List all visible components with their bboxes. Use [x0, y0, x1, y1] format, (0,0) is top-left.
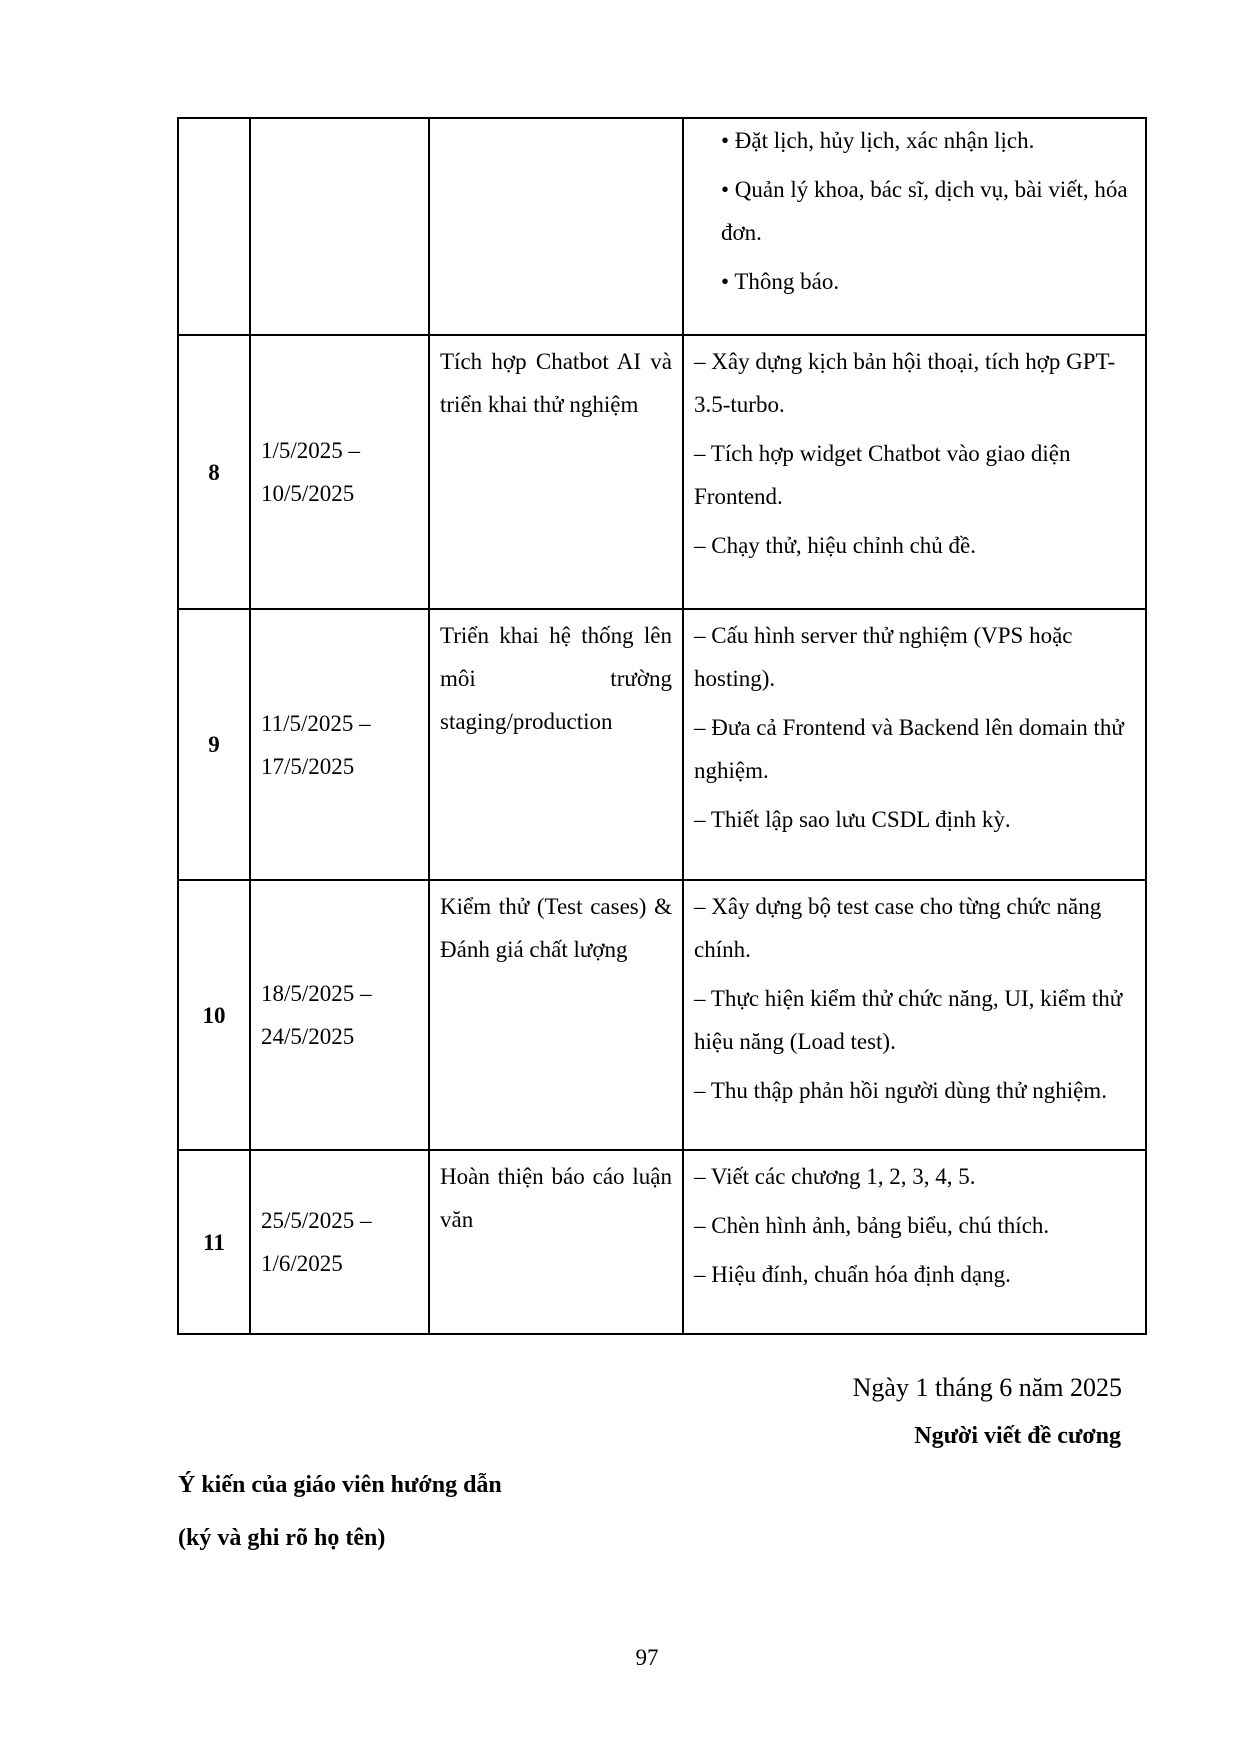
- cell-no: 11: [178, 1150, 250, 1334]
- page-number: 97: [635, 1645, 659, 1670]
- detail-item: – Thiết lập sao lưu CSDL định kỳ.: [694, 807, 1011, 832]
- table-row: [178, 335, 1146, 609]
- advisor-comment-heading: Ý kiến của giáo viên hướng dẫn: [178, 1472, 502, 1498]
- task-text: Hoàn thiện báo cáo luận văn: [440, 1164, 672, 1232]
- date-start: 18/5/2025 –: [261, 981, 372, 1006]
- date-end: 24/5/2025: [261, 1024, 355, 1049]
- detail-item: – Đưa cả Frontend và Backend lên domain thử nghiệm.: [694, 715, 1124, 783]
- signature-role: Người viết đề cương: [914, 1423, 1121, 1449]
- task-text: Kiểm thử (Test cases) & Đánh giá chất lượng: [440, 894, 672, 962]
- cell-date: [250, 335, 429, 609]
- table-row-continued: [178, 118, 1146, 335]
- table-row: [178, 1150, 1146, 1334]
- cell-task: [429, 1150, 683, 1334]
- cell-task: [429, 609, 683, 880]
- cell-task: [429, 880, 683, 1150]
- cell-no: 8: [178, 335, 250, 609]
- cell-details: [683, 609, 1146, 880]
- table-row: [178, 609, 1146, 880]
- table-row: [178, 880, 1146, 1150]
- cell-no: 10: [178, 880, 250, 1150]
- cell-date: [250, 118, 429, 335]
- schedule-table: [177, 117, 1147, 1335]
- cell-task: [429, 335, 683, 609]
- date-end: 10/5/2025: [261, 481, 355, 506]
- detail-item: – Chèn hình ảnh, bảng biểu, chú thích.: [694, 1213, 1050, 1238]
- task-text: Triển khai hệ thống lên môi trường staging/production: [440, 623, 672, 734]
- date-start: 1/5/2025 –: [261, 438, 361, 463]
- detail-item: – Thực hiện kiểm thử chức năng, UI, kiểm thử hiệu năng (Load test).: [694, 986, 1123, 1054]
- date-start: 25/5/2025 –: [261, 1208, 372, 1233]
- detail-item: – Tích hợp widget Chatbot vào giao diện Frontend.: [694, 441, 1071, 509]
- date-end: 1/6/2025: [261, 1251, 343, 1276]
- cell-details: [683, 880, 1146, 1150]
- detail-item: – Cấu hình server thử nghiệm (VPS hoặc hosting).: [694, 623, 1073, 691]
- detail-item: – Chạy thử, hiệu chỉnh chủ đề.: [694, 533, 977, 558]
- detail-item: – Thu thập phản hồi người dùng thử nghiệm.: [694, 1078, 1107, 1103]
- cell-date: [250, 1150, 429, 1334]
- detail-item: • Quản lý khoa, bác sĩ, dịch vụ, bài viết, hóa đơn.: [721, 177, 1128, 245]
- cell-details: [683, 1150, 1146, 1334]
- cell-date: [250, 880, 429, 1150]
- cell-task: [429, 118, 683, 335]
- date-start: 11/5/2025 –: [261, 710, 371, 736]
- cell-details: [683, 118, 1146, 335]
- cell-no: [178, 118, 250, 335]
- detail-item: – Hiệu đính, chuẩn hóa định dạng.: [694, 1262, 1011, 1287]
- cell-date: [250, 609, 429, 880]
- detail-item: – Viết các chương 1, 2, 3, 4, 5.: [694, 1164, 976, 1189]
- detail-item: • Thông báo.: [721, 269, 840, 294]
- date-end: 17/5/2025: [261, 753, 355, 779]
- detail-item: • Đặt lịch, hủy lịch, xác nhận lịch.: [721, 128, 1035, 153]
- signature-date: Ngày 1 tháng 6 năm 2025: [852, 1373, 1122, 1402]
- task-text: Tích hợp Chatbot AI và triển khai thử nghiệm: [440, 349, 672, 417]
- detail-item: – Xây dựng bộ test case cho từng chức năng chính.: [694, 894, 1102, 962]
- cell-details: [683, 335, 1146, 609]
- detail-item: – Xây dựng kịch bản hội thoại, tích hợp GPT-3.5-turbo.: [694, 349, 1116, 417]
- cell-no: 9: [178, 609, 250, 880]
- advisor-sign-note: (ký và ghi rõ họ tên): [178, 1525, 386, 1551]
